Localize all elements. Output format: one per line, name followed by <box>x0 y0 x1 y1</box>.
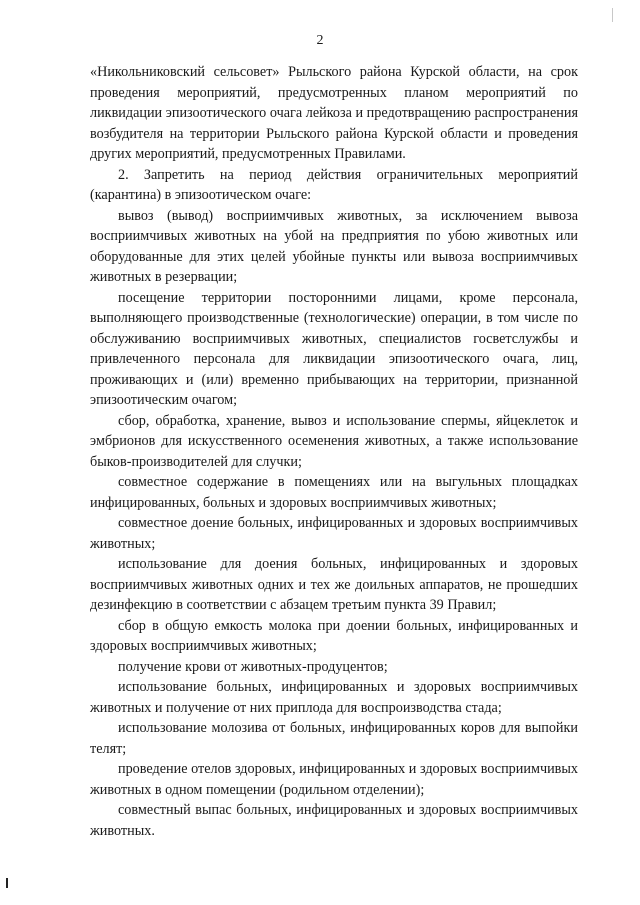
paragraph-prohibition-blood: получение крови от животных-продуцентов; <box>118 658 388 675</box>
paragraph-prohibition-joint-keeping: совместное содержание в помещениях или на выгульных площадках инфицированных, больных и здоровых восприимчивых животных; <box>90 474 578 511</box>
paragraph-prohibition-joint-milking: совместное доение больных, инфицированных и здоровых восприимчивых животных; <box>90 515 578 552</box>
paragraph-prohibition-milking-machines: использование для доения больных, инфицированных и здоровых восприимчивых животных одних и тех же доильных аппаратов, не прошедших дезинфекцию в соответствии с абзацем третьим пункта 39 Правил; <box>90 556 578 613</box>
scan-artifact <box>6 878 8 888</box>
paragraph-prohibition-grazing: совместный выпас больных, инфицированных и здоровых восприимчивых животных. <box>90 802 578 839</box>
scan-artifact <box>612 8 613 22</box>
paragraph-prohibition-colostrum: использование молозива от больных, инфицированных коров для выпойки телят; <box>90 720 578 757</box>
document-body <box>90 62 578 841</box>
page-number: 2 <box>316 33 324 48</box>
paragraph-continuation: «Никольниковский сельсовет» Рыльского района Курской области, на срок проведения мероприятий, предусмотренных планом мероприятий по ликвидации эпизоотического очага лейкоза и предотвращению распространения возбудителя на территории Рыльского района Курской области и проведения других мероприятий, предусмотренных Правилами. <box>90 64 578 162</box>
paragraph-prohibition-calving: проведение отелов здоровых, инфицированных и здоровых восприимчивых животных в одном помещении (родильном отделении); <box>90 761 578 798</box>
paragraph-item-2: 2. Запретить на период действия ограничительных мероприятий (карантина) в эпизоотическом очаге: <box>90 166 578 203</box>
paragraph-prohibition-breeding: использование больных, инфицированных и здоровых восприимчивых животных и получение от них приплода для воспроизводства стада; <box>90 679 578 716</box>
paragraph-prohibition-export: вывоз (вывод) восприимчивых животных, за исключением вывоза восприимчивых животных на убой на предприятия по убою животных или оборудованные для этих целей убойные пункты или вывоза восприимчивых животных в резервации; <box>90 207 578 285</box>
paragraph-prohibition-sperm: сбор, обработка, хранение, вывоз и использование спермы, яйцеклеток и эмбрионов для искусственного осеменения животных, а также использование быков-производителей для случки; <box>90 412 578 470</box>
paragraph-prohibition-milk-collection: сбор в общую емкость молока при доении больных, инфицированных и здоровых восприимчивых животных; <box>90 617 578 654</box>
paragraph-prohibition-visits: посещение территории посторонними лицами, кроме персонала, выполняющего производственные (технологические) операции, в том числе по обслуживанию восприимчивых животных, специалистов госветслужбы и привлеченного персонала для ликвидации эпизоотического очага, лиц, проживающих и (или) временно прибывающих на территории, признанной эпизоотическим очагом; <box>90 289 578 408</box>
